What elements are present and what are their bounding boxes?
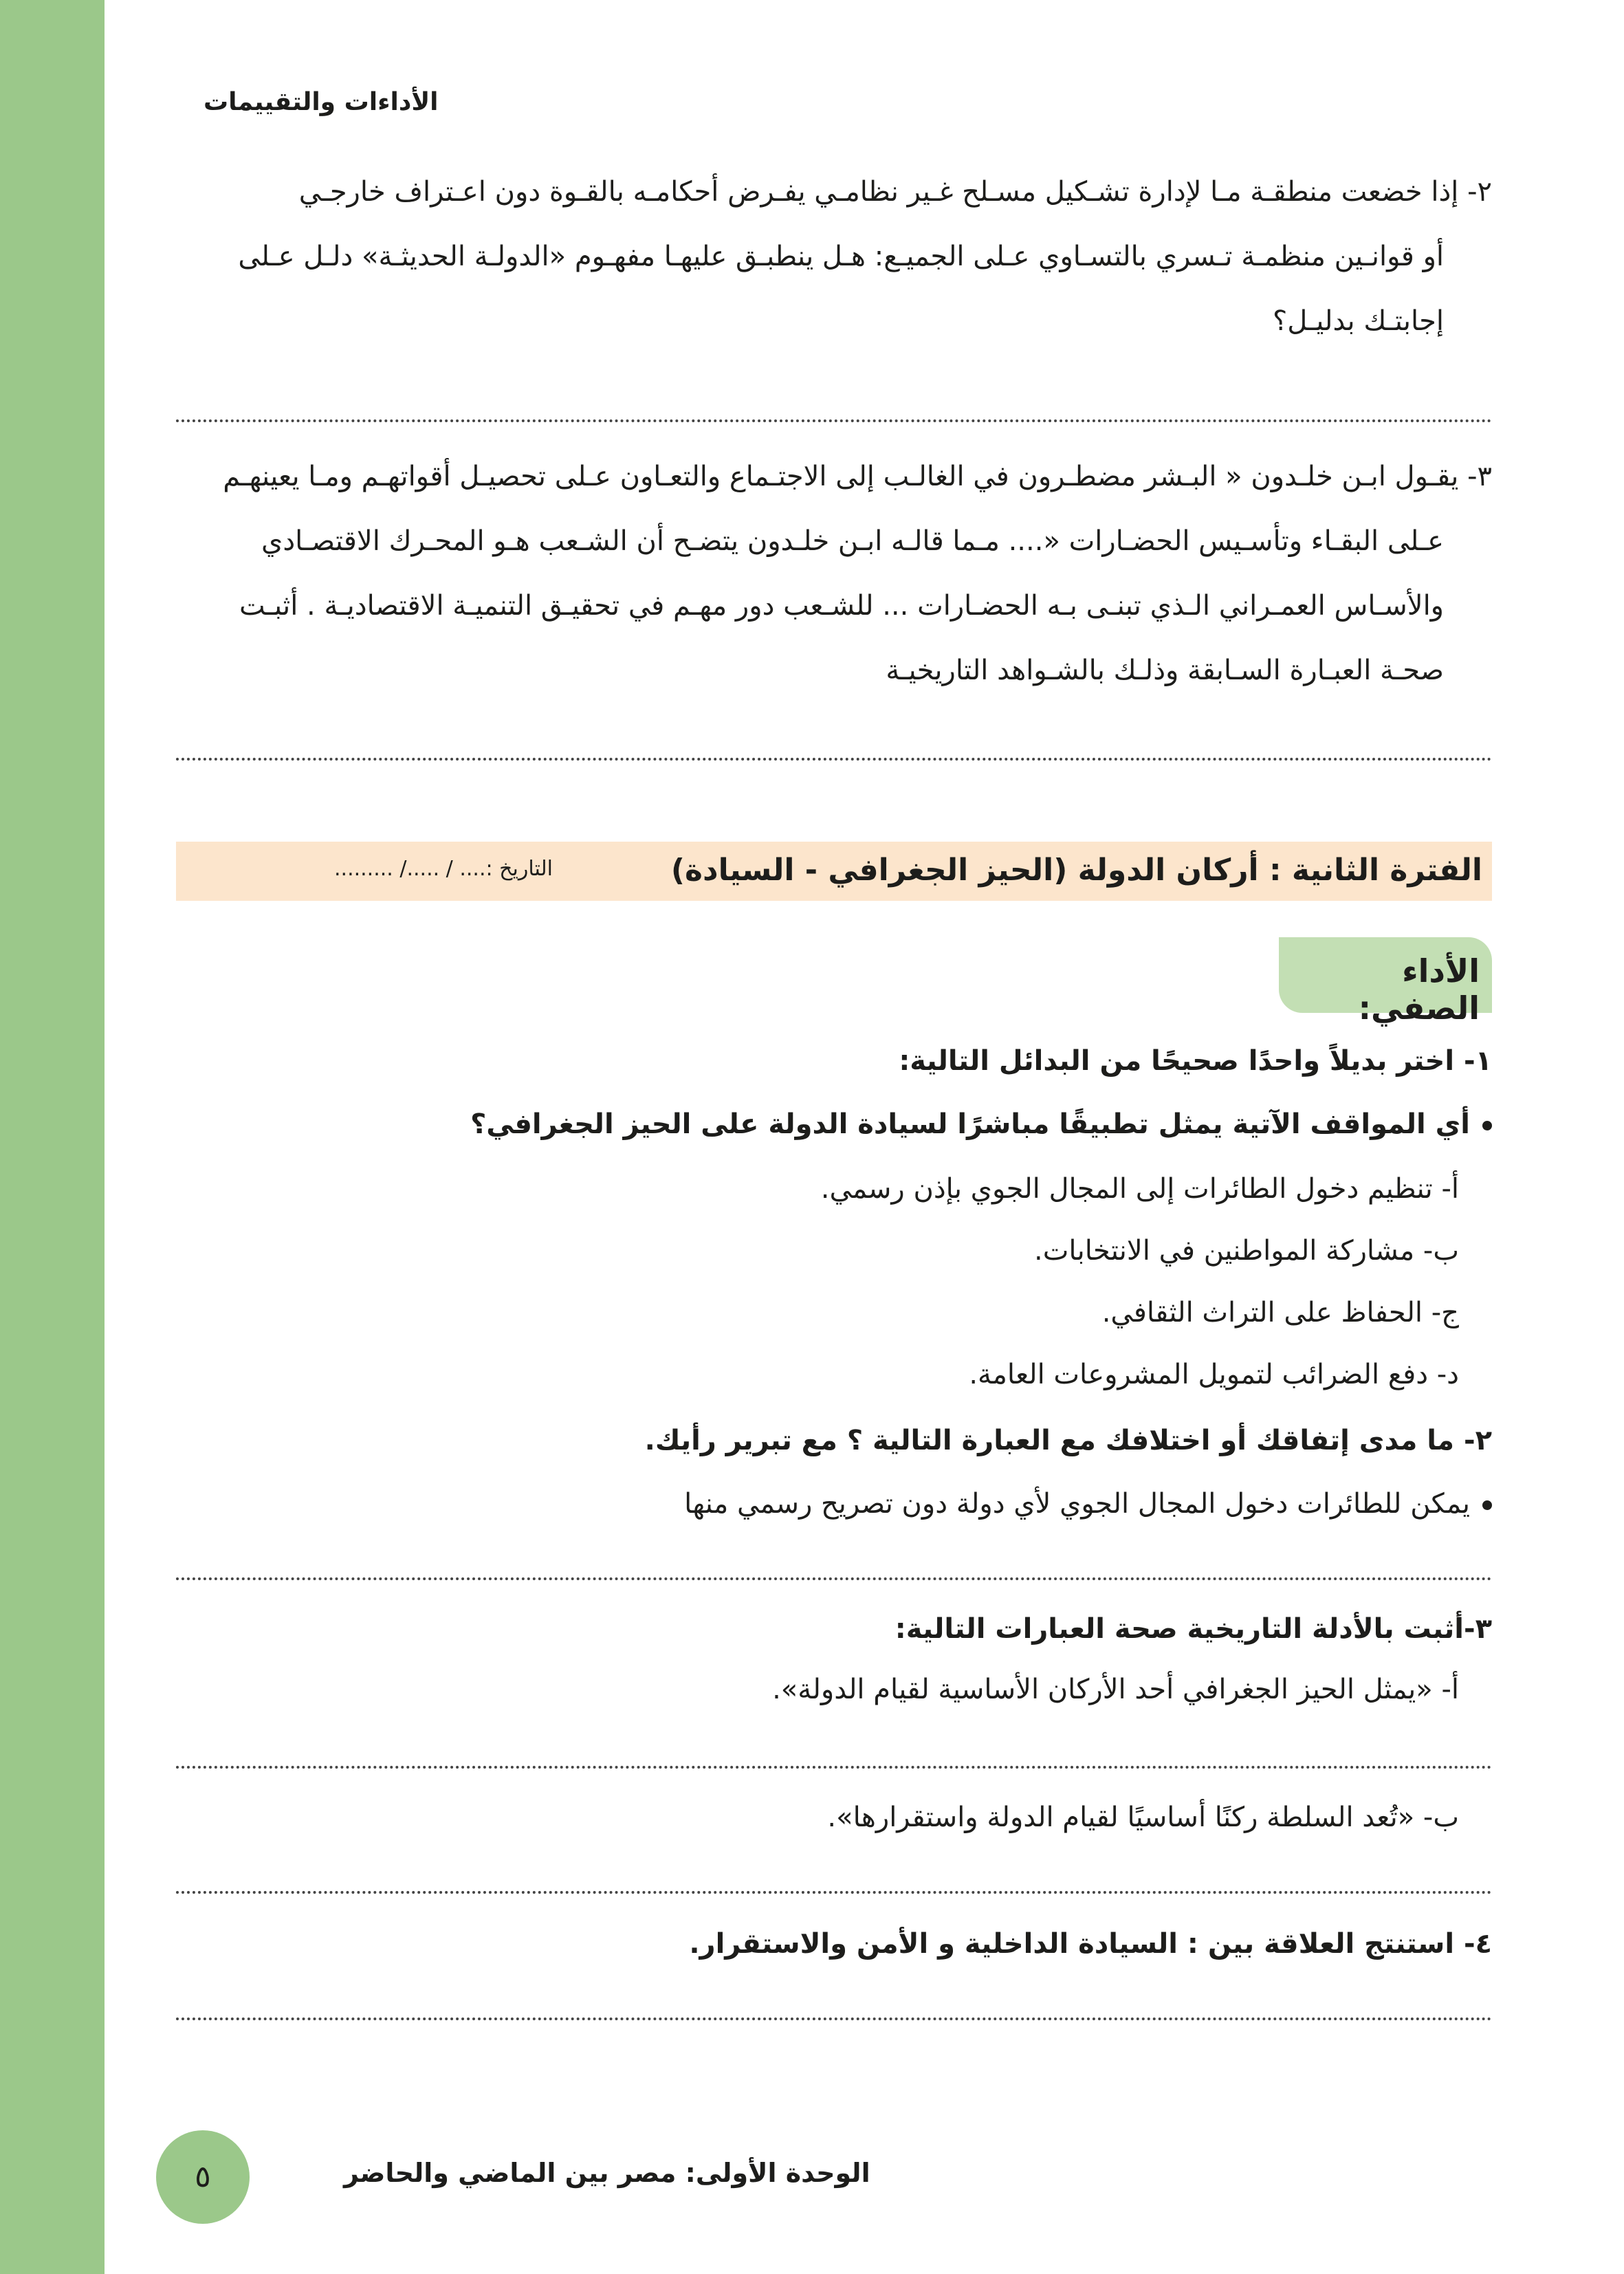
period-header-bar <box>176 842 1492 901</box>
q3-line: عـلى البقـاء وتأسـيس الحضـارات «.... مـما قالـه ابـن خلـدون يتضـح أن الشـعب هـو المحـرك الاقتصـادي <box>261 525 1444 557</box>
option-d[interactable]: د- دفع الضرائب لتمويل المشروعات العامة. <box>969 1359 1459 1390</box>
question-2-statement <box>684 1488 1492 1520</box>
q3-line: صحـة العبـارة السـابقة وذلـك بالشـواهد التاريخيـة <box>886 655 1444 686</box>
side-color-bar <box>0 0 105 2274</box>
q3-line: ٣- يقـول ابـن خلـدون « البـشر مضطـرون في الغالـب إلى الاجتـماع والتعـاون عـلى تحصيـل أقواتهـم ومـا يعينهـم <box>223 461 1492 492</box>
bullet-icon <box>1482 1121 1492 1130</box>
page-number: ٥ <box>195 2159 211 2194</box>
statement-b: ب- «تُعد السلطة ركنًا أساسيًا لقيام الدولة واستقرارها». <box>827 1802 1459 1833</box>
question-1-stem-text: أي المواقف الآتية يمثل تطبيقًا مباشرًا لسيادة الدولة على الحيز الجغرافي؟ <box>470 1108 1470 1140</box>
answer-line[interactable] <box>176 419 1492 422</box>
question-2-paragraph <box>176 160 1492 353</box>
page-number-badge <box>156 2130 250 2224</box>
question-4: ٤- استنتج العلاقة بين : السيادة الداخلية و الأمن والاستقرار. <box>689 1928 1492 1960</box>
answer-line[interactable] <box>176 1766 1492 1769</box>
option-a[interactable]: أ- تنظيم دخول الطائرات إلى المجال الجوي بإذن رسمي. <box>820 1173 1459 1205</box>
q2-line: ٢- إذا خضعت منطقـة مـا لإدارة تشـكيل مسـلح غـير نظامـي يفـرض أحكامـه بالقـوة دون اعـتراف خارجـي <box>298 176 1492 208</box>
question-3: ٣-أثبت بالأدلة التاريخية صحة العبارات التالية: <box>895 1613 1492 1645</box>
performance-label: الأداء الصفي: <box>1358 952 1480 1027</box>
answer-line[interactable] <box>176 2018 1492 2020</box>
classroom-performance-badge <box>1279 937 1492 1027</box>
bullet-icon <box>1482 1500 1492 1510</box>
option-b[interactable]: ب- مشاركة المواطنين في الانتخابات. <box>1034 1235 1459 1267</box>
answer-line[interactable] <box>176 758 1492 761</box>
question-1: ١- اختر بديلاً واحدًا صحيحًا من البدائل التالية: <box>899 1045 1492 1077</box>
statement-a: أ- «يمثل الحيز الجغرافي أحد الأركان الأساسية لقيام الدولة». <box>772 1674 1459 1705</box>
answer-line[interactable] <box>176 1891 1492 1894</box>
question-3-paragraph <box>176 444 1492 703</box>
question-1-stem <box>470 1108 1492 1140</box>
q3-line: والأسـاس العمـراني الـذي تبنـى بـه الحضـارات ... للشـعب دور مهـم في تحقيـق التنميـة الاقتصاديـة . أثبـت <box>239 590 1444 622</box>
answer-line[interactable] <box>176 1577 1492 1580</box>
footer-unit-title: الوحدة الأولى: مصر بين الماضي والحاضر <box>344 2158 870 2188</box>
period-title: الفترة الثانية : أركان الدولة (الحيز الجغرافي - السيادة) <box>670 853 1482 888</box>
q2-line: أو قوانـين منظمـة تـسري بالتسـاوي عـلى الجميـع: هـل ينطبـق عليهـا مفهـوم «الدولـة الحديثـة» دلـل عـلى <box>238 241 1444 272</box>
header-title: الأداءات والتقييمات <box>204 88 439 116</box>
question-2: ٢- ما مدى إتفاقك أو اختلافك مع العبارة التالية ؟ مع تبرير رأيك. <box>644 1425 1492 1456</box>
q2-line: إجابتـك بدليـل؟ <box>1272 305 1444 337</box>
question-2-statement-text: يمكن للطائرات دخول المجال الجوي لأي دولة دون تصريح رسمي منها <box>684 1488 1470 1520</box>
option-c[interactable]: ج- الحفاظ على التراث الثقافي. <box>1101 1297 1459 1329</box>
period-date: التاريخ :.... / ...../ ......... <box>334 857 553 881</box>
